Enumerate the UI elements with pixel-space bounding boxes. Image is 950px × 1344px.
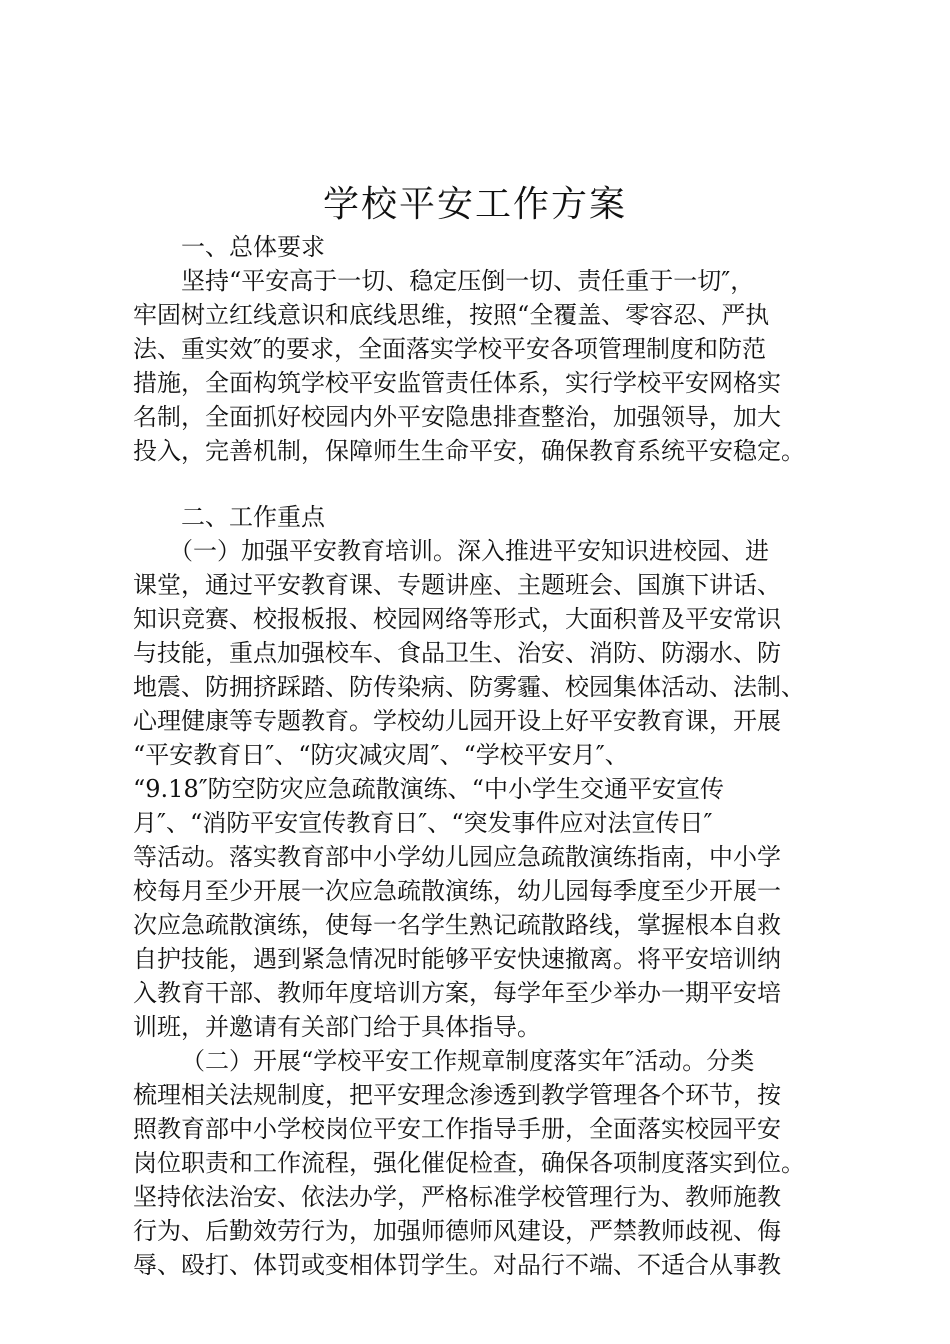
- paragraph-line: （一）加强平安教育培训。深入推进平安知识进校园、进: [169, 537, 769, 565]
- paragraph-line: 次应急疏散演练，使每一名学生熟记疏散路线，掌握根本自救: [133, 911, 781, 939]
- document-body: [133, 230, 833, 1282]
- paragraph-line: 训班，并邀请有关部门给于具体指导。: [133, 1013, 541, 1041]
- section-heading-2: 二、工作重点: [181, 503, 325, 531]
- paragraph-line: 梳理相关法规制度，把平安理念渗透到教学管理各个环节，按: [133, 1081, 781, 1109]
- paragraph-line: （二）开展“学校平安工作规章制度落实年″活动。分类: [181, 1047, 755, 1075]
- paragraph-line: 措施，全面构筑学校平安监管责任体系，实行学校平安网格实: [133, 369, 781, 397]
- paragraph-line: 坚持依法治安、依法办学，严格标准学校管理行为、教师施教: [133, 1183, 781, 1211]
- document-title: 学校平安工作方案: [322, 184, 627, 225]
- paragraph-line: 法、重实效″的要求，全面落实学校平安各项管理制度和防范: [133, 335, 766, 363]
- paragraph-line: 投入，完善机制，保障师生生命平安，确保教育系统平安稳定。: [133, 437, 805, 465]
- paragraph-line: 知识竞赛、校报板报、校园网络等形式，大面积普及平安常识: [133, 605, 781, 633]
- paragraph-line: “9.18″防空防灾应急疏散演练、“中小学生交通平安宣传: [133, 775, 724, 803]
- paragraph-line: 自护技能，遇到紧急情况时能够平安快速撤离。将平安培训纳: [133, 945, 781, 973]
- paragraph-line: 名制，全面抓好校园内外平安隐患排查整治，加强领导，加大: [133, 403, 781, 431]
- paragraph-line: 与技能，重点加强校车、食品卫生、治安、消防、防溺水、防: [133, 639, 781, 667]
- paragraph-line: “平安教育日″、“防灾减灾周″、“学校平安月″、: [133, 741, 629, 769]
- paragraph-line: 岗位职责和工作流程，强化催促检查，确保各项制度落实到位。: [133, 1149, 805, 1177]
- paragraph-line: 行为、后勤效劳行为，加强师德师风建设，严禁教师歧视、侮: [133, 1217, 781, 1245]
- paragraph-spacer: [133, 468, 833, 500]
- paragraph-line: 等活动。落实教育部中小学幼儿园应急疏散演练指南，中小学: [133, 843, 781, 871]
- section-heading-1: 一、总体要求: [181, 233, 325, 261]
- paragraph-line: 坚持“平安高于一切、稳定压倒一切、责任重于一切″，: [181, 267, 755, 295]
- paragraph-line: 入教育干部、教师年度培训方案，每学年至少举办一期平安培: [133, 979, 781, 1007]
- paragraph-line: 心理健康等专题教育。学校幼儿园开设上好平安教育课，开展: [133, 707, 781, 735]
- paragraph-line: 辱、殴打、体罚或变相体罚学生。对品行不端、不适合从事教: [133, 1251, 781, 1279]
- paragraph-line: 照教育部中小学校岗位平安工作指导手册，全面落实校园平安: [133, 1115, 781, 1143]
- paragraph-line: 牢固树立红线意识和底线思维，按照“全覆盖、零容忍、严执: [133, 301, 770, 329]
- paragraph-line: 课堂，通过平安教育课、专题讲座、主题班会、国旗下讲话、: [133, 571, 781, 599]
- paragraph-line: 月″、“消防平安宣传教育日″、“突发事件应对法宣传日″: [133, 809, 713, 837]
- paragraph-line: 地震、防拥挤踩踏、防传染病、防雾霾、校园集体活动、法制、: [133, 673, 805, 701]
- paragraph-line: 校每月至少开展一次应急疏散演练，幼儿园每季度至少开展一: [133, 877, 781, 905]
